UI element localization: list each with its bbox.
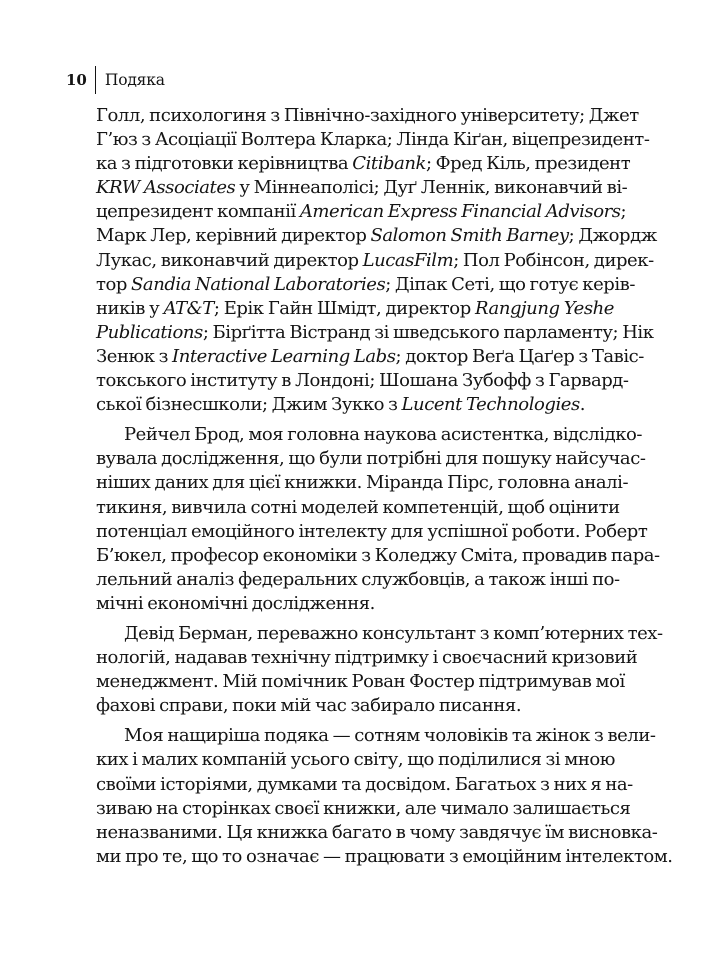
text-line — [96, 724, 656, 748]
text-line — [96, 273, 635, 297]
text-run: ми про те, що то означає — працювати з емоційним інтелектом. — [96, 845, 673, 867]
text-run: Рейчел Брод, моя головна наукова асистентка, відслідко- — [124, 424, 643, 446]
paragraph — [96, 423, 660, 616]
text-line — [96, 496, 620, 520]
text-run: менеджмент. Мій помічник Рован Фостер підтримував мої — [96, 671, 625, 693]
text-line — [96, 345, 644, 369]
text-line — [96, 321, 654, 345]
text-line — [96, 152, 631, 176]
paragraph — [96, 622, 663, 718]
text-line — [96, 104, 639, 128]
text-line — [96, 224, 657, 248]
running-head — [66, 66, 165, 94]
italic-text: Citibank — [352, 153, 426, 175]
italic-text: Interactive Learning Labs — [172, 345, 396, 367]
text-run: . — [579, 394, 586, 416]
text-line — [96, 369, 629, 393]
text-line — [96, 592, 614, 616]
text-run: Голл, психологиня з Північно-західного університету; Джет — [96, 105, 639, 126]
text-line — [96, 748, 614, 772]
text-run: цепрезидент компанії — [96, 201, 300, 223]
text-run: ніших даних для цієї книжки. Міранда Пірс, головна аналі- — [96, 472, 629, 494]
text-run: токського інституту в Лондоні; Шошана Зубофф з Гарвард- — [96, 370, 629, 392]
text-run: ської бізнесшколи; Джим Зукко з — [96, 394, 402, 416]
text-run: ких і малих компаній усього світу, що поділилися зі мною — [96, 749, 615, 771]
text-line — [96, 568, 620, 592]
text-run: Марк Лер, керівний директор — [96, 225, 371, 247]
italic-text: KRW Associates — [96, 177, 236, 199]
text-line — [96, 544, 660, 568]
text-run: своїми історіями, думками та досвідом. Багатьох з них я на- — [96, 773, 633, 795]
text-run: тор — [96, 273, 132, 295]
paragraph — [96, 104, 657, 417]
text-run: ; доктор Веґа Цаґер з Тавіс- — [395, 345, 644, 367]
text-line — [96, 393, 614, 417]
text-line — [96, 773, 633, 797]
text-line — [96, 200, 627, 224]
text-run: неназваними. Ця книжка багато в чому завдячує їм висновка- — [96, 821, 658, 843]
italic-text: LucasFilm — [362, 249, 454, 271]
italic-text: Salomon Smith Barney — [370, 225, 569, 247]
text-line — [96, 646, 638, 670]
body-text — [96, 104, 673, 869]
italic-text: AT&T — [163, 297, 214, 319]
text-run: у Міннеаполісі; Дуґ Леннік, виконавчий ві- — [235, 177, 628, 199]
page-number: 10 — [66, 71, 87, 89]
text-run: ; Джордж — [568, 225, 657, 247]
text-run: потенціал емоційного інтелекту для успішної роботи. Роберт — [96, 520, 648, 542]
text-run: ; Ерік Гайн Шмідт, директор — [213, 297, 476, 319]
italic-text: Publications — [96, 321, 203, 343]
italic-text: Sandia National Laboratories — [131, 273, 386, 295]
text-run: лельний аналіз федеральних службовців, а також інші по- — [96, 568, 620, 590]
paragraph — [96, 724, 673, 869]
text-run: Зенюк з — [96, 345, 173, 367]
text-line — [96, 128, 650, 152]
text-line — [96, 845, 673, 869]
text-run: ; — [620, 201, 627, 223]
text-run: Г’юз з Асоціації Волтера Кларка; Лінда Кіґан, віцепрезидент- — [96, 129, 650, 151]
italic-text: Lucent Technologies — [401, 394, 580, 416]
italic-text: Rangjung Yeshe — [475, 297, 614, 319]
text-run: ; Фред Кіль, президент — [425, 153, 631, 175]
text-line — [96, 622, 663, 646]
text-run: мічні економічні дослідження. — [96, 592, 375, 614]
text-run: ; Діпак Сеті, що готує керів- — [385, 273, 635, 295]
text-line — [96, 447, 646, 471]
text-run: тикиня, вивчила сотні моделей компетенцій, щоб оцінити — [96, 496, 620, 518]
text-run: зиваю на сторінках своєї книжки, але чимало залишається — [96, 797, 631, 819]
text-run: Моя нащиріша подяка — сотням чоловіків та жінок з вели- — [124, 725, 656, 747]
text-run: ; Бірґітта Вістранд зі шведського парламенту; Нік — [202, 321, 654, 343]
text-line — [96, 821, 658, 845]
text-line — [96, 423, 643, 447]
text-run: Лукас, виконавчий директор — [96, 249, 363, 271]
text-line — [96, 670, 625, 694]
text-line — [96, 694, 614, 718]
text-run: Девід Берман, переважно консультант з комп’ютерних тех- — [124, 622, 663, 644]
header-divider — [95, 66, 96, 94]
text-line — [96, 176, 628, 200]
section-title: Подяка — [104, 71, 165, 89]
text-run: нологій, надавав технічну підтримку і своєчасний кризовий — [96, 647, 638, 669]
text-run: фахові справи, поки мій час забирало писання. — [96, 695, 522, 717]
text-run: Б’юкел, професор економіки з Коледжу Сміта, провадив пара- — [96, 544, 660, 566]
text-line — [96, 797, 631, 821]
text-line — [96, 297, 614, 321]
text-run: ників у — [96, 297, 164, 319]
text-run: ка з підготовки керівництва — [96, 153, 353, 175]
text-line — [96, 249, 654, 273]
text-line — [96, 520, 648, 544]
text-line — [96, 471, 629, 495]
text-run: ; Пол Робінсон, дирек- — [453, 249, 654, 271]
italic-text: American Express Financial Advisors — [299, 201, 621, 223]
text-run: вувала дослідження, що були потрібні для пошуку найсучас- — [96, 448, 646, 470]
